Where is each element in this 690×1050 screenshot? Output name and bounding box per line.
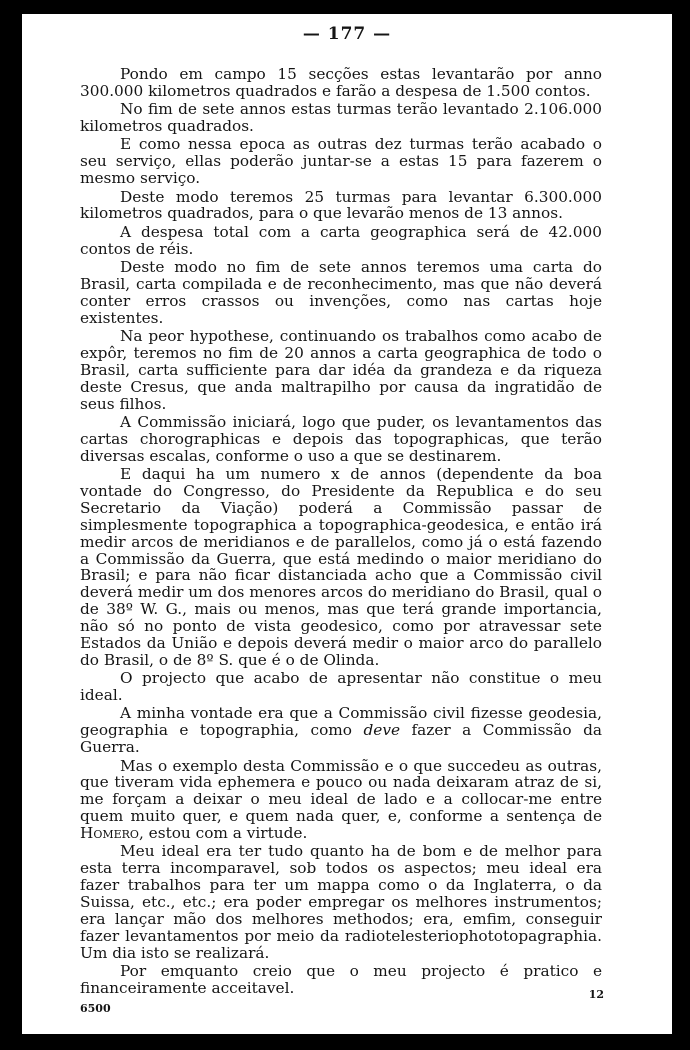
text-run: , estou com a virtude. [138,824,308,843]
paragraph-homero [80,758,602,843]
paragraph: O projecto que acabo de apresentar não constitue o meu ideal. [80,669,602,705]
paragraph: E como nessa epoca as outras dez turmas terão acabado o seu serviço, ellas poderão juntar-se a estas 15 para fazerem o mesmo serviço. [80,135,602,188]
text-run: fazer a Commissão da Guerra. [80,721,602,757]
paragraph: Deste modo teremos 25 turmas para levantar 6.300.000 kilometros quadrados, para o que levarão menos de 13 annos. [80,187,602,223]
paragraph: E daqui ha um numero x de annos (dependente da boa vontade do Congresso, do Presidente da Republica e do seu Secretario da Viação) poderá a Commissão passar de simplesmente topographica a topographica-geodesica, e então irá medir arcos de meridianos e de parallelos, como já o está fazendo a Commissão da Guerra, que está medindo o maior meridiano do Brasil; e para não ficar distanciada acho que a Commissão civil deverá medir um dos menores arcos do meridiano do Brasil, qual o de 38º W. G., mais ou menos, mas que terá grande importancia, não só no ponto de vista geodesico, como por atravessar sete Estados da União e depois deverá medir o maior arco do parallelo do Brasil, o de 8º S. que é o de Olinda. [80,464,602,669]
paragraph: Meu ideal era ter tudo quanto ha de bom e de melhor para esta terra incomparavel, sob todos os aspectos; meu ideal era fazer trabalhos para ter um mappa como o da Inglaterra, o da Suissa, etc., etc.; era poder empregar os melhores instrumentos; era lançar mão dos melhores methodos; era, emfim, conseguir fazer levantamentos por meio da radiotelesteriophototopagraphia. Um dia isto se realizará. [80,842,602,962]
text-run: Mas o exemplo desta Commissão e o que succedeu as outras, que tiveram vida ephemera e pouco ou nada deixaram atraz de si, me forçam a deixar o meu ideal de lado e a collocar-me entre quem muito quer, e quem nada quer, e, conforme a sentença de [80,756,602,826]
paragraph: Deste modo no fim de sete annos teremos uma carta do Brasil, carta compilada e de reconhecimento, mas que não deverá conter erros crassos ou invenções, como nas cartas hoje existentes. [80,257,602,327]
emphasis-text: deve [363,721,401,740]
paragraph: Por emquanto creio que o meu projecto é pratico e financeiramente acceitavel. [80,962,602,998]
paragraph: No fim de sete annos estas turmas terão levantado 2.106.000 kilometros quadrados. [80,100,602,136]
print-signature-number: 6500 [80,1002,111,1015]
paragraph: Pondo em campo 15 secções estas levantarão por anno 300.000 kilometros quadrados e farão a despesa de 1.500 contos. [80,65,602,100]
paragraph: Na peor hypothese, continuando os trabalhos como acabo de expôr, teremos no fim de 20 annos a carta geographica de todo o Brasil, carta sufficiente para dar idéa da grandeza e da riqueza deste Cresus, que anda maltrapilho por causa da ingratidão de seus filhos. [80,326,602,413]
paragraph-vontade [80,705,602,756]
paragraph: A despesa total com a carta geographica será de 42.000 contos de réis. [80,222,602,258]
author-name: Homero [80,824,139,843]
text-run: A minha vontade era que a Commissão civil fizesse geodesia, geographia e topographia, como [80,704,602,740]
page-number-header: — 177 — [302,24,392,44]
paragraph: A Commissão iniciará, logo que puder, os levantamentos das cartas chorographicas e depois das topographicas, que terão diversas escalas, conforme o uso a que se destinarem. [80,412,602,465]
book-page [22,14,672,1034]
page-text-body [80,66,602,998]
gathering-number: 12 [588,988,604,1001]
